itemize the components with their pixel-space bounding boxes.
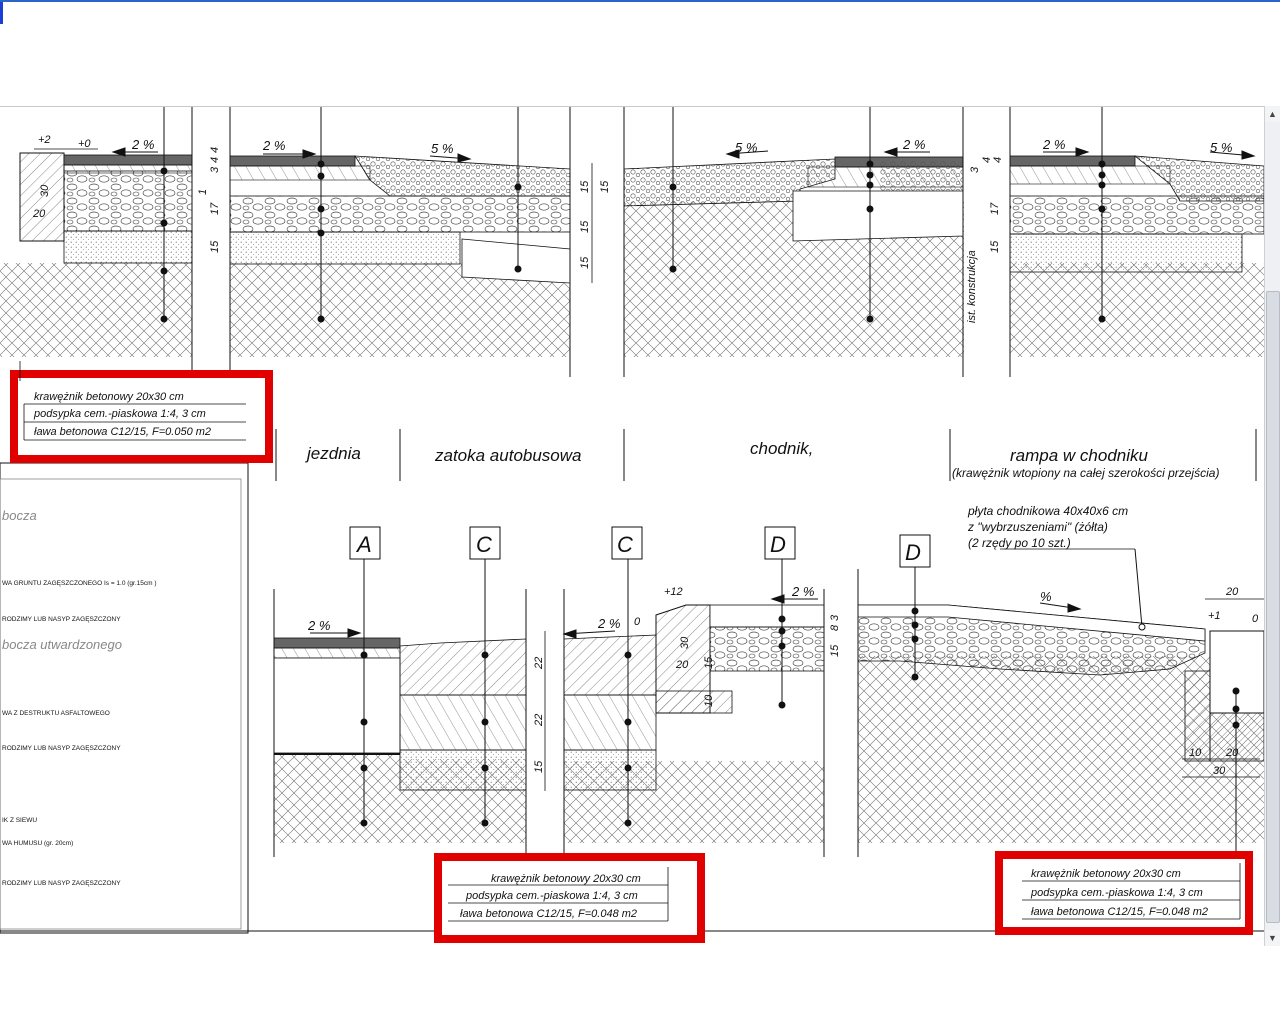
dim-label: 17 — [209, 202, 221, 215]
dim-label: 20 — [33, 208, 46, 220]
marker-label: C — [476, 532, 492, 557]
dim-label: 22 — [533, 713, 545, 726]
dim-label: 15 — [989, 240, 1001, 253]
legend-item: WA GRUNTU ZAGĘSZCZONEGO Is = 1.0 (gr.15cm ) — [2, 580, 157, 587]
callout-line: krawężnik betonowy 20x30 cm — [491, 873, 641, 885]
dim-label: 3 — [209, 166, 221, 173]
dim-label: 10 — [703, 694, 715, 707]
dim-label: 4 — [981, 156, 993, 163]
scroll-thumb[interactable] — [1266, 291, 1280, 923]
window-top-strip — [0, 0, 1280, 2]
dim-label: 15 — [703, 656, 715, 669]
dim-label: 20 — [1226, 747, 1239, 759]
top-sections — [0, 107, 1264, 377]
drawing-viewer[interactable] — [0, 106, 1264, 947]
dim-label: 15 — [209, 240, 221, 253]
paving-layer — [355, 156, 570, 196]
window-corner-mark — [0, 2, 3, 24]
callout-line: podsypka cem.-piaskowa 1:4, 3 cm — [466, 890, 638, 902]
gravel-layer — [64, 171, 192, 231]
foundation-block — [462, 239, 570, 283]
slope-label: 2 % — [1043, 137, 1066, 152]
legend-heading: bocza — [2, 508, 37, 523]
scroll-down-icon[interactable]: ▼ — [1265, 930, 1280, 946]
section-title-zatoka: zatoka autobusowa — [435, 446, 582, 465]
sand-layer — [230, 232, 460, 264]
dim-label: 15 — [829, 644, 841, 657]
callout-line: krawężnik betonowy 20x30 cm — [1031, 868, 1181, 880]
binder-layer — [230, 166, 370, 180]
dim-label: 30 — [1213, 765, 1226, 777]
legend-item: WA HUMUSU (gr. 20cm) — [2, 840, 74, 847]
slope-label: 2 % — [792, 584, 815, 599]
level-label: 0 — [1252, 613, 1259, 625]
callout-line: krawężnik betonowy 20x30 cm — [34, 391, 184, 403]
level-label: +2 — [38, 134, 51, 146]
gravel-layer — [1010, 196, 1264, 234]
sand-layer — [64, 231, 192, 263]
plate-note: płyta chodnikowa 40x40x6 cm — [968, 504, 1129, 518]
slope-label: 5 % — [431, 141, 454, 156]
section-title-chodnik: chodnik, — [750, 439, 814, 458]
concrete-block — [793, 191, 963, 241]
legend-item: WA Z DESTRUKTU ASFALTOWEGO — [2, 710, 110, 717]
marker-label: D — [905, 540, 921, 565]
dim-label: 4 — [209, 146, 221, 153]
asphalt-layer — [230, 156, 355, 166]
dim-label: 15 — [579, 220, 591, 233]
dim-label: 4 — [209, 156, 221, 163]
binder-layer — [1010, 166, 1170, 184]
dim-label: 30 — [39, 184, 51, 197]
slope-label: 5 % — [1210, 140, 1233, 155]
level-label: +0 — [78, 138, 91, 150]
dim-label: 15 — [533, 760, 545, 773]
callout-top-left — [14, 361, 269, 459]
cad-drawing — [0, 107, 1264, 947]
soil-layer — [0, 263, 192, 357]
dim-label: 30 — [679, 636, 691, 649]
plate-note: (2 rzędy po 10 szt.) — [968, 536, 1071, 550]
slope-label: % — [1040, 589, 1052, 604]
ist-konstrukcja-label: ist. konstrukcja — [966, 250, 978, 323]
callout-line: ława betonowa C12/15, F=0.050 m2 — [34, 426, 212, 438]
plate-note: z "wybrzuszeniami" (żółta) — [968, 520, 1108, 534]
slope-label: 2 % — [903, 137, 926, 152]
dim-label: 3 — [829, 614, 841, 621]
bottom-sections — [274, 504, 1264, 857]
slope-label: 5 % — [735, 140, 758, 155]
callout-line: podsypka cem.-piaskowa 1:4, 3 cm — [1031, 887, 1203, 899]
dim-label: 3 — [969, 166, 981, 173]
slope-label: 2 % — [598, 616, 621, 631]
callout-line: ława betonowa C12/15, F=0.048 m2 — [460, 908, 638, 920]
section-title-rampa: rampa w chodniku — [1010, 446, 1148, 465]
section-title-jezdnia: jezdnia — [307, 444, 361, 463]
gravel-layer — [230, 196, 570, 232]
legend-item: RODZIMY LUB NASYP ZAGĘSZCZONY — [2, 616, 121, 623]
dim-label: 4 — [992, 156, 1004, 163]
callout-bottom-right — [999, 855, 1249, 931]
empty-area — [0, 946, 1280, 1024]
scroll-up-icon[interactable]: ▲ — [1265, 106, 1280, 122]
legend-heading: bocza utwardzonego — [2, 637, 122, 652]
level-label: +1 — [1208, 610, 1221, 622]
level-label: +12 — [664, 586, 683, 598]
dim-label: 10 — [1189, 747, 1202, 759]
legend-item: RODZIMY LUB NASYP ZAGĘSZCZONY — [2, 880, 121, 887]
section-titles — [276, 429, 1256, 481]
dim-label: 8 — [829, 624, 841, 631]
dim-label: 20 — [1226, 586, 1239, 598]
marker-label: A — [357, 532, 372, 557]
slope-label: 2 % — [263, 138, 286, 153]
dim-label: 15 — [599, 180, 611, 193]
callout-bottom-mid — [438, 857, 701, 939]
section-note-rampa: (krawężnik wtopiony na całej szerokości przejścia) — [952, 466, 1220, 480]
dim-label: 22 — [533, 656, 545, 669]
vertical-scrollbar[interactable] — [1264, 106, 1280, 946]
level-label: 0 — [634, 616, 641, 628]
slope-label: 2 % — [308, 618, 331, 633]
dim-label: 15 — [579, 180, 591, 193]
legend-item: IK Z SIEWU — [2, 817, 38, 824]
marker-label: D — [770, 532, 786, 557]
callout-line: ława betonowa C12/15, F=0.048 m2 — [1031, 906, 1209, 918]
dim-label: 15 — [579, 256, 591, 269]
dim-label: 1 — [197, 188, 209, 195]
callout-line: podsypka cem.-piaskowa 1:4, 3 cm — [34, 408, 206, 420]
dim-label: 20 — [676, 659, 689, 671]
sand-layer — [1010, 234, 1242, 272]
asphalt-layer — [1010, 156, 1135, 166]
soil-layer — [1010, 263, 1264, 357]
marker-label: C — [617, 532, 633, 557]
dim-label: 17 — [989, 202, 1001, 215]
slope-label: 2 % — [132, 137, 155, 152]
binder-layer — [64, 165, 192, 173]
paving-fill — [880, 161, 963, 191]
asphalt-layer — [64, 155, 192, 165]
legend-panel — [0, 463, 248, 933]
legend-item: RODZIMY LUB NASYP ZAGĘSZCZONY — [2, 745, 121, 752]
